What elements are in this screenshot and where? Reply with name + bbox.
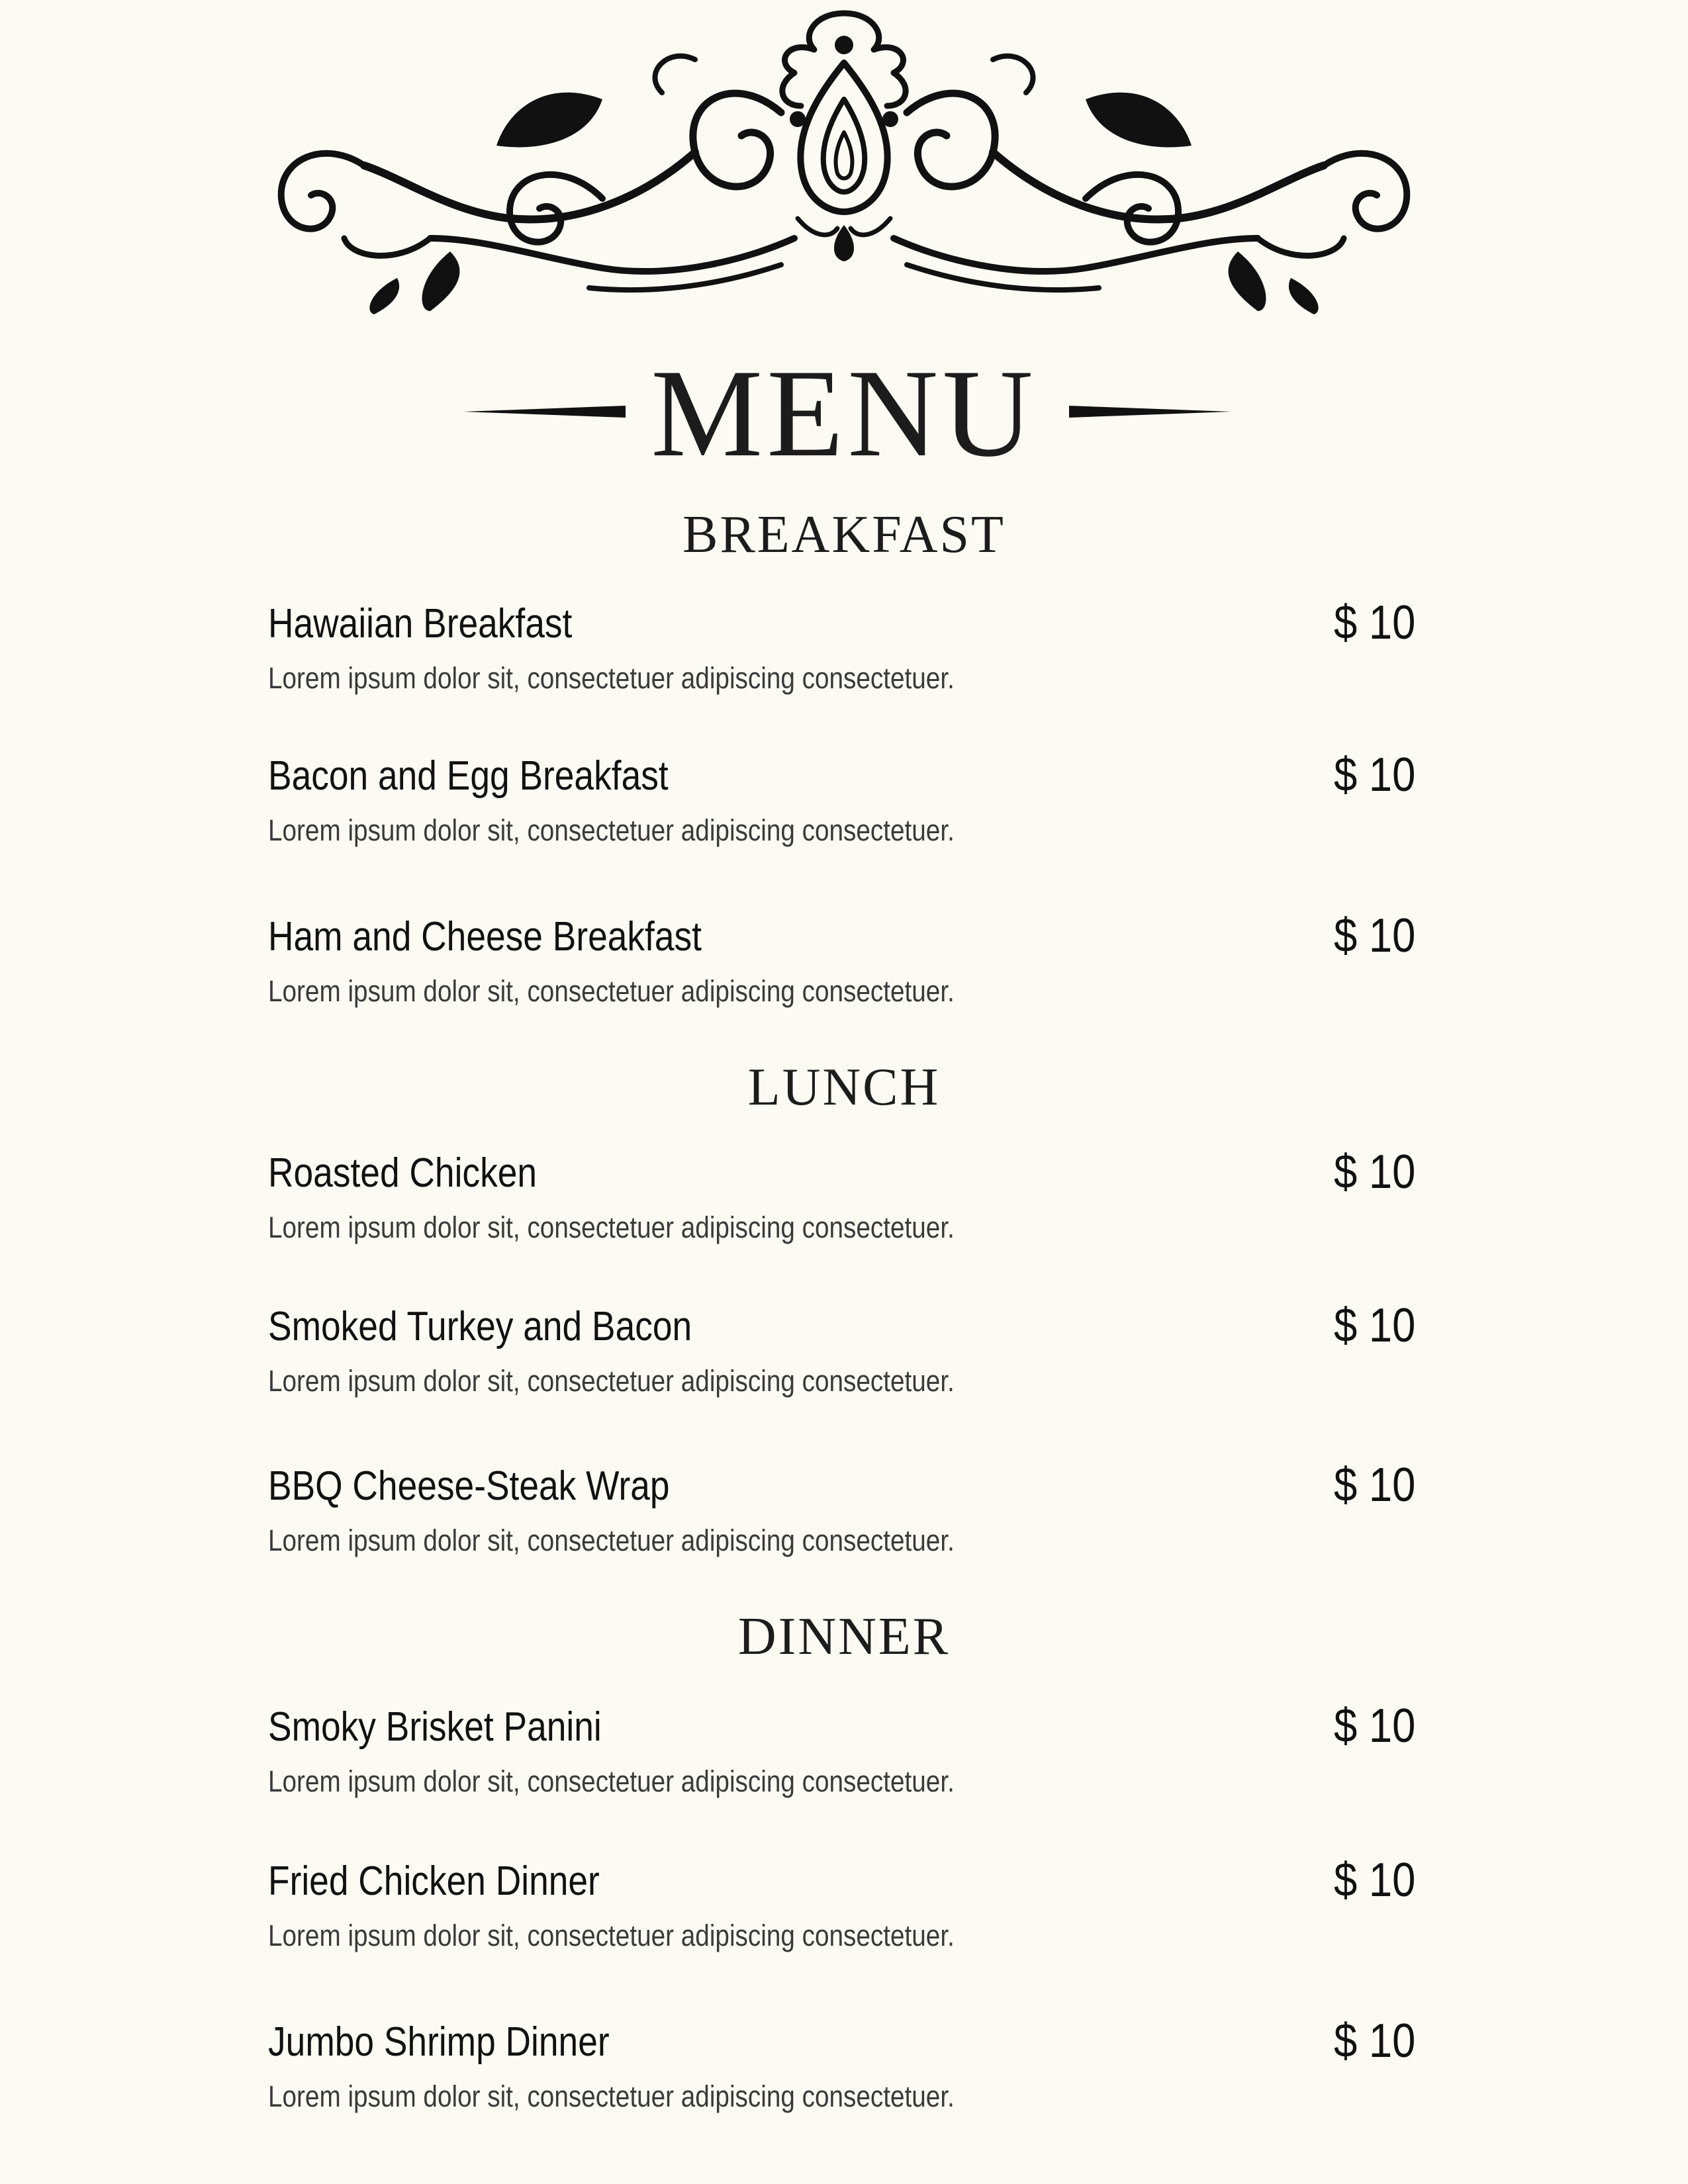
- section-heading-breakfast: BREAKFAST: [682, 506, 1006, 564]
- item-description: Lorem ipsum dolor sit, consectetuer adipiscing consectetuer.: [268, 1764, 955, 1798]
- item-price: $ 10: [1334, 749, 1416, 801]
- item-name: Bacon and Egg Breakfast: [268, 753, 669, 799]
- flourish-ornament-icon: [232, 0, 1456, 324]
- item-description: Lorem ipsum dolor sit, consectetuer adipiscing consectetuer.: [268, 1210, 955, 1244]
- title-rule-right: [1066, 404, 1231, 420]
- item-description: Lorem ipsum dolor sit, consectetuer adipiscing consectetuer.: [268, 813, 955, 847]
- menu-item: [268, 2017, 1446, 2130]
- item-price: $ 10: [1334, 1146, 1416, 1199]
- item-name: Roasted Chicken: [268, 1150, 538, 1196]
- item-name: Hawaiian Breakfast: [268, 601, 573, 647]
- item-name: BBQ Cheese-Steak Wrap: [268, 1463, 670, 1509]
- menu-item: [268, 751, 1446, 864]
- menu-item: [268, 1299, 1446, 1414]
- item-price: $ 10: [1334, 1299, 1416, 1352]
- item-name: Smoky Brisket Panini: [268, 1704, 602, 1750]
- item-price: $ 10: [1334, 1854, 1416, 1907]
- item-description: Lorem ipsum dolor sit, consectetuer adipiscing consectetuer.: [268, 1919, 955, 1952]
- item-name: Ham and Cheese Breakfast: [268, 914, 702, 960]
- item-description: Lorem ipsum dolor sit, consectetuer adipiscing consectetuer.: [268, 974, 955, 1008]
- item-price: $ 10: [1334, 596, 1416, 649]
- menu-item: [268, 909, 1446, 1024]
- title-row: [0, 338, 1688, 490]
- menu-item: [268, 596, 1446, 711]
- item-name: Smoked Turkey and Bacon: [268, 1304, 692, 1349]
- item-name: Jumbo Shrimp Dinner: [268, 2019, 610, 2065]
- item-name: Fried Chicken Dinner: [268, 1858, 600, 1904]
- item-price: $ 10: [1334, 909, 1416, 962]
- item-description: Lorem ipsum dolor sit, consectetuer adipiscing consectetuer.: [268, 1524, 955, 1557]
- item-description: Lorem ipsum dolor sit, consectetuer adipiscing consectetuer.: [268, 2079, 955, 2113]
- item-price: $ 10: [1334, 2015, 1416, 2068]
- menu-item: [268, 1461, 1446, 1574]
- menu-item: [268, 1856, 1446, 1969]
- section-heading-dinner: DINNER: [737, 1608, 951, 1666]
- item-price: $ 10: [1334, 1700, 1416, 1752]
- page-title: MENU: [651, 344, 1037, 483]
- menu-item: [268, 1148, 1446, 1261]
- item-price: $ 10: [1334, 1459, 1416, 1512]
- item-description: Lorem ipsum dolor sit, consectetuer adipiscing consectetuer.: [268, 1364, 955, 1398]
- section-heading-lunch: LUNCH: [747, 1058, 941, 1116]
- item-description: Lorem ipsum dolor sit, consectetuer adipiscing consectetuer.: [268, 661, 955, 695]
- menu-item: [268, 1702, 1446, 1815]
